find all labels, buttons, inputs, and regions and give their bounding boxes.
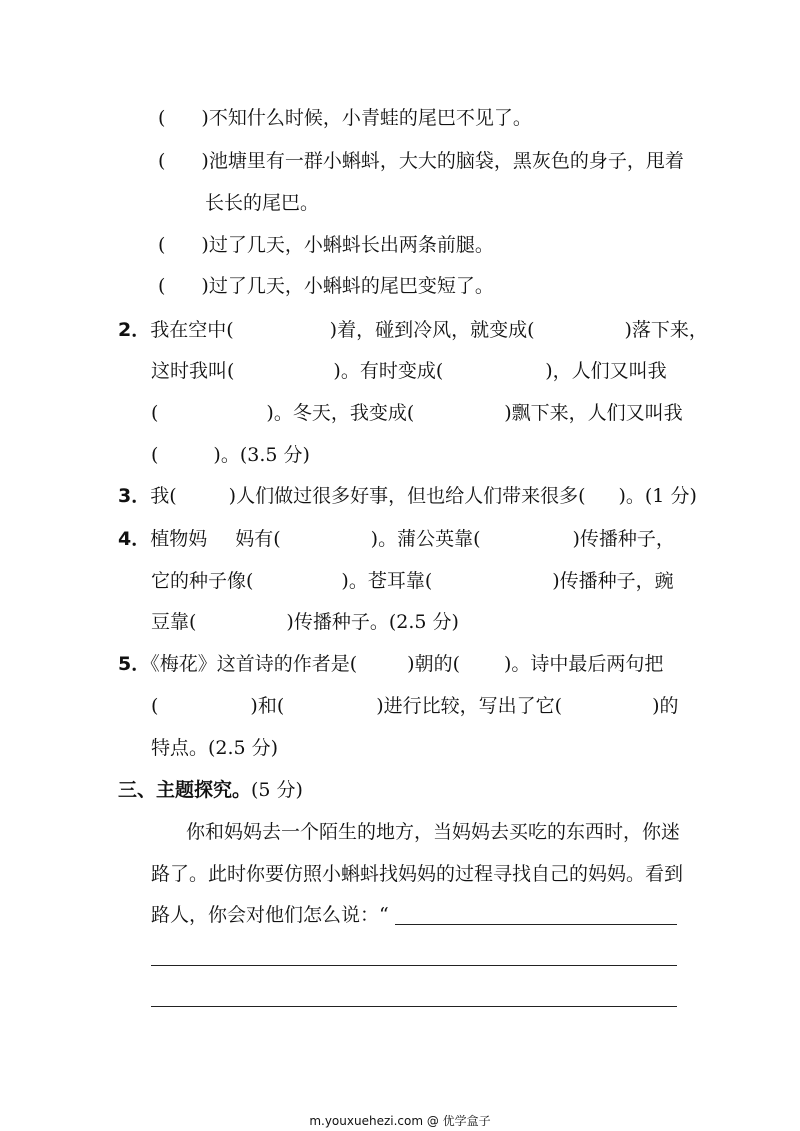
question-4-line-3: 豆靠( )传播种子。(2.5 分) (151, 611, 459, 633)
order-item-1: ( )不知什么时候，小青蛙的尾巴不见了。 (158, 107, 532, 129)
question-2-line-1: 2．我在空中( )着，碰到冷风，就变成( )落下来， (118, 319, 708, 341)
question-5-line-3: 特点。(2.5 分) (151, 737, 279, 759)
question-number: 3． (118, 485, 151, 507)
question-5-line-2: ( )和( )进行比较，写出了它( )的 (151, 695, 679, 717)
section-3-paragraph-line-3: 路人，你会对他们怎么说：“ (151, 904, 389, 926)
question-number: 2． (118, 319, 151, 341)
section-3-heading: 三、主题探究。(5 分) (118, 779, 303, 801)
order-item-2: ( )池塘里有一群小蝌蚪，大大的脑袋，黑灰色的身子，甩着 (158, 150, 684, 172)
footer-watermark: m.youxuehezi.com @ 优学盒子 (309, 1114, 491, 1128)
question-2-line-3: ( )。冬天，我变成( )飘下来，人们又叫我 (151, 402, 683, 424)
section-3-paragraph-line-1: 你和妈妈去一个陌生的地方，当妈妈去买吃的东西时，你迷 (186, 821, 681, 843)
question-number: 5． (118, 653, 151, 675)
question-2-line-4: ( )。(3.5 分) (151, 444, 310, 466)
order-item-4: ( )过了几天，小蝌蚪的尾巴变短了。 (158, 275, 494, 297)
section-3-paragraph-line-2: 路了。此时你要仿照小蝌蚪找妈妈的过程寻找自己的妈妈。看到 (151, 863, 684, 885)
answer-line-3 (151, 1006, 677, 1007)
order-item-3: ( )过了几天，小蝌蚪长出两条前腿。 (158, 234, 494, 256)
order-item-2-continued: 长长的尾巴。 (205, 192, 320, 214)
question-5-line-1: 5．《梅花》这首诗的作者是( )朝的( )。诗中最后两句把 (118, 653, 664, 675)
question-3: 3．我( )人们做过很多好事，但也给人们带来很多( )。(1 分) (118, 485, 697, 507)
answer-line-2 (151, 965, 677, 966)
question-number: 4． (118, 528, 151, 550)
question-2-line-2: 这时我叫( )。有时变成( )，人们又叫我 (151, 360, 667, 382)
question-4-line-1: 4．植物妈 妈有( )。蒲公英靠( )传播种子， (118, 528, 675, 550)
answer-line-1 (395, 924, 677, 925)
question-4-line-2: 它的种子像( )。苍耳靠( )传播种子，豌 (151, 570, 674, 592)
